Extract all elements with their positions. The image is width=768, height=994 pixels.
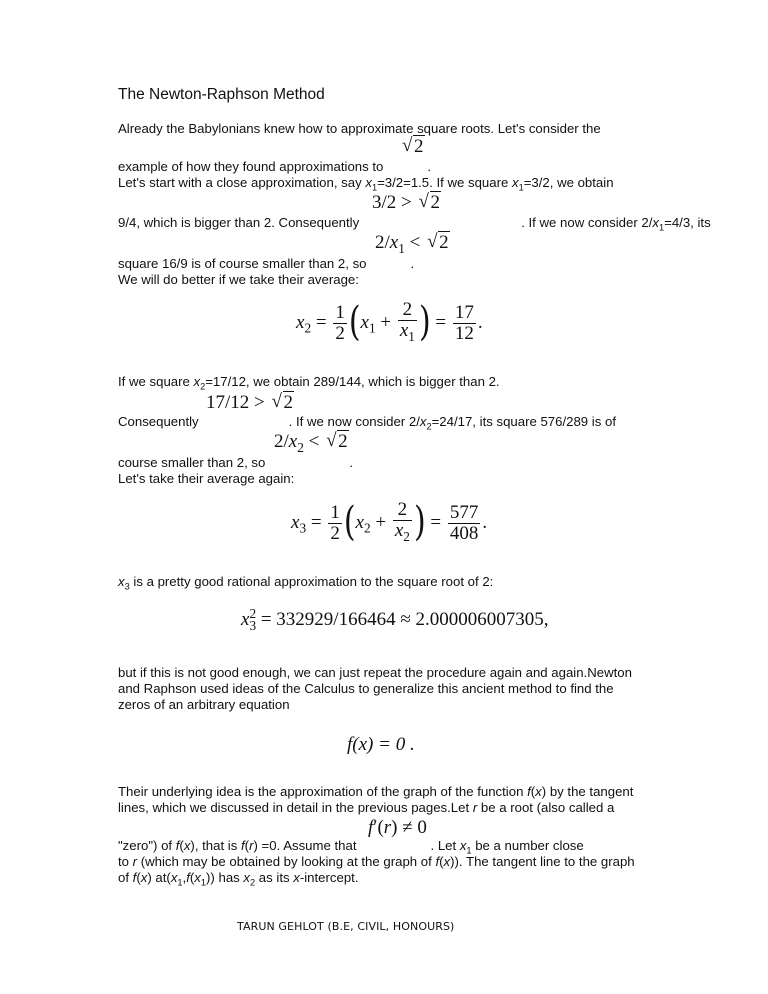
paragraph-line: and Raphson used ideas of the Calculus to generalize this ancient method to find the [118,681,614,696]
paragraph-line: zeros of an arbitrary equation [118,697,290,712]
page-title: The Newton-Raphson Method [118,86,325,103]
math-inequality: 3/2 > √ 2 [372,191,440,213]
math-average-x2: $x_2$ = $\frac{1}{2}$ ($x_1$ + $\frac{2}{x_1}$ ) = $\frac{17}{12}$ . [296,299,483,347]
math-derivative-nonzero: f′(r) ≠ 0 [368,817,427,838]
paragraph-line: but if this is not good enough, we can just repeat the procedure again and again.Newton [118,665,632,680]
paragraph-line: course smaller than 2, so . [118,455,354,470]
math-x3-squared: x $_{2 3}$ = 332929/166464 ≈ 2.000006007305, [241,605,549,633]
footer-author: TARUN GEHLOT (B.E, CIVIL, HONOURS) [237,920,455,933]
math-average-x3: $x_3$ = $\frac{1}{2}$ ($x_2$ + $\frac{2}{x_2}$ ) = $\frac{577}{408}$ . [291,499,488,547]
paragraph-line: We will do better if we take their average: [118,272,359,287]
paragraph-line: of f(x) $at(x_1,f(x_1))$ has $x_2$ as its x-intercept. [118,870,359,888]
math-inequality: $2/x_2$ < √ 2 [274,430,348,455]
paragraph-line: Let's take their average again: [118,471,295,486]
paragraph-line: 9/4, which is bigger than 2. Consequently . If we now consider $2/x_1=4/3$, its [118,215,711,233]
paragraph-line: Let's start with a close approximation, say $x_1=3/2=1.5$. If we square $x_1=3/2$, we obtain [118,175,614,193]
paragraph-line: "zero") of f(x), that is f(r) =0. Assume that . Let $x_1$ be a number close [118,838,584,856]
paragraph-line: lines, which we discussed in detail in the previous pages.Let r be a root (also called a [118,800,615,815]
paragraph-line: If we square $x_2=17/12$, we obtain 289/144, which is bigger than 2. [118,374,500,392]
paragraph-line: Their underlying idea is the approximation of the graph of the function f(x) by the tangent [118,784,634,799]
math-equation-fx: f(x) = 0 . [347,734,415,755]
paragraph-line: Consequently . If we now consider $2/x_2=24/17$, its square 576/289 is of [118,414,616,432]
paragraph-line: Already the Babylonians knew how to approximate square roots. Let's consider the [118,121,601,136]
math-inequality: 17/12 > √ 2 [206,391,293,413]
math-inequality: $2/x_1$ < √ 2 [375,231,449,256]
paragraph-line: square 16/9 is of course smaller than 2, so . [118,256,415,271]
paragraph-line: example of how they found approximations to . [118,159,432,174]
paragraph-line: to r (which may be obtained by looking at the graph of f(x)). The tangent line to the graph [118,854,635,869]
paragraph-line: $x_3$ is a pretty good rational approximation to the square root of 2: [118,574,494,592]
math-sqrt2: √ 2 [402,135,424,157]
